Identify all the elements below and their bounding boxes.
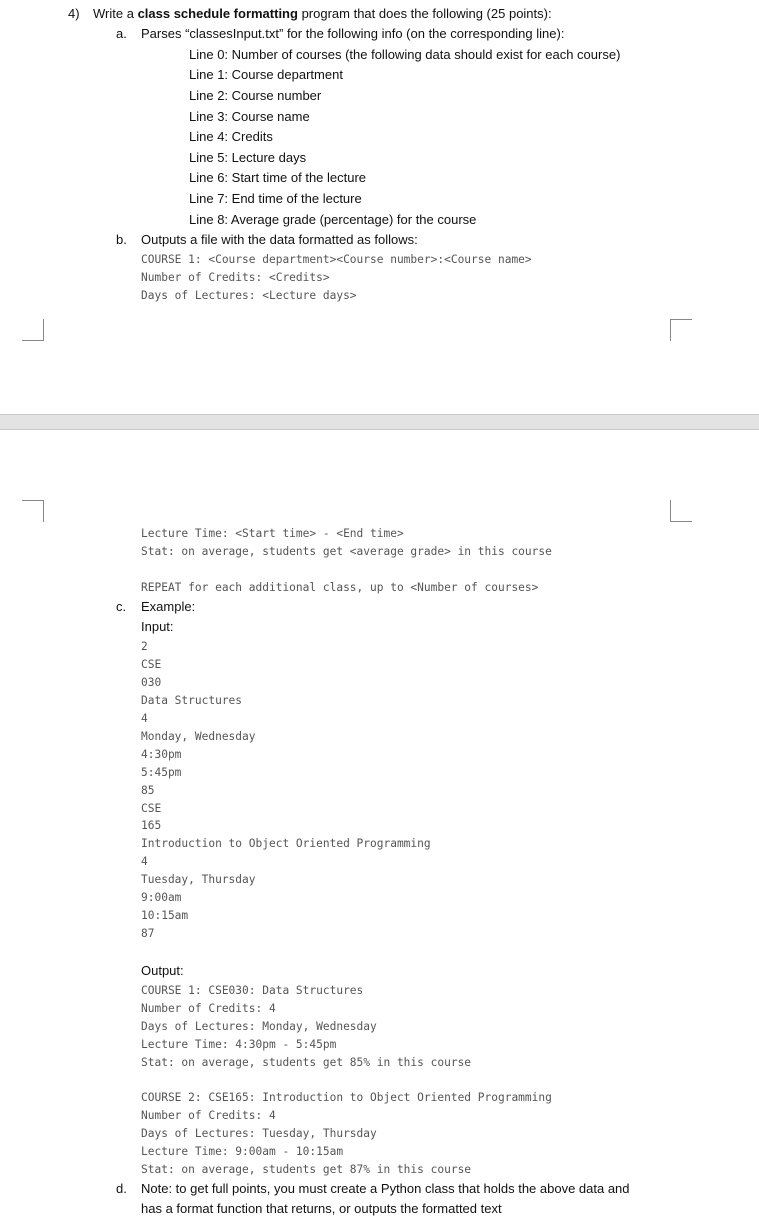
margin-corner-mark bbox=[22, 500, 44, 522]
output-label: Output: bbox=[141, 963, 184, 978]
input-line: 030 bbox=[141, 676, 162, 689]
page-break bbox=[0, 414, 759, 430]
output-line: Lecture Time: 4:30pm - 5:45pm bbox=[141, 1038, 337, 1051]
item-d-line-1: Note: to get full points, you must create a Python class that holds the above data and bbox=[141, 1181, 630, 1196]
format-line: Stat: on average, students get <average grade> in this course bbox=[141, 545, 552, 558]
input-line: 165 bbox=[141, 819, 162, 832]
input-line: Introduction to Object Oriented Programming bbox=[141, 837, 431, 850]
output-line: COURSE 1: CSE030: Data Structures bbox=[141, 984, 364, 997]
item-c-label: c. bbox=[116, 599, 127, 614]
input-line: 4:30pm bbox=[141, 748, 182, 761]
input-line: 4 bbox=[141, 712, 148, 725]
item-b-text: Outputs a file with the data formatted as follows: bbox=[141, 232, 418, 247]
input-line: 4 bbox=[141, 855, 148, 868]
item-c-text: Example: bbox=[141, 599, 196, 614]
input-line: 5:45pm bbox=[141, 766, 182, 779]
margin-corner-mark bbox=[670, 500, 692, 522]
input-line: Data Structures bbox=[141, 694, 243, 707]
spec-line: Line 6: Start time of the lecture bbox=[189, 170, 367, 185]
item-a-label: a. bbox=[116, 26, 127, 41]
output-line: COURSE 2: CSE165: Introduction to Object Oriented Programming bbox=[141, 1091, 552, 1104]
input-line: CSE bbox=[141, 802, 162, 815]
question-text-post: program that does the following (25 points): bbox=[297, 6, 552, 21]
question-text bbox=[93, 6, 552, 21]
input-line: Monday, Wednesday bbox=[141, 730, 256, 743]
margin-corner-mark bbox=[22, 319, 44, 341]
format-line: Lecture Time: <Start time> - <End time> bbox=[141, 527, 404, 540]
spec-line: Line 7: End time of the lecture bbox=[189, 191, 362, 206]
input-line: 87 bbox=[141, 927, 155, 940]
margin-corner-mark bbox=[670, 319, 692, 341]
question-number: 4) bbox=[68, 6, 80, 21]
input-line: 10:15am bbox=[141, 909, 189, 922]
item-b-label: b. bbox=[116, 232, 127, 247]
spec-line: Line 3: Course name bbox=[189, 109, 310, 124]
output-line: Stat: on average, students get 85% in this course bbox=[141, 1056, 472, 1069]
repeat-line: REPEAT for each additional class, up to <Number of courses> bbox=[141, 581, 539, 594]
format-line: Days of Lectures: <Lecture days> bbox=[141, 289, 357, 302]
item-d-line-2: has a format function that returns, or outputs the formatted text bbox=[141, 1201, 502, 1216]
item-d-label: d. bbox=[116, 1181, 127, 1196]
input-line: 85 bbox=[141, 784, 155, 797]
spec-line: Line 8: Average grade (percentage) for the course bbox=[189, 212, 477, 227]
format-line: COURSE 1: <Course department><Course number>:<Course name> bbox=[141, 253, 532, 266]
input-line: 2 bbox=[141, 640, 148, 653]
output-line: Days of Lectures: Tuesday, Thursday bbox=[141, 1127, 377, 1140]
format-line: Number of Credits: <Credits> bbox=[141, 271, 330, 284]
spec-line: Line 0: Number of courses (the following data should exist for each course) bbox=[189, 47, 621, 62]
output-line: Stat: on average, students get 87% in this course bbox=[141, 1163, 472, 1176]
spec-line: Line 4: Credits bbox=[189, 129, 273, 144]
input-line: 9:00am bbox=[141, 891, 182, 904]
input-line: CSE bbox=[141, 658, 162, 671]
input-label: Input: bbox=[141, 619, 174, 634]
spec-line: Line 1: Course department bbox=[189, 67, 343, 82]
output-line: Lecture Time: 9:00am - 10:15am bbox=[141, 1145, 344, 1158]
spec-line: Line 2: Course number bbox=[189, 88, 322, 103]
output-line: Number of Credits: 4 bbox=[141, 1002, 276, 1015]
item-a-text: Parses “classesInput.txt” for the following info (on the corresponding line): bbox=[141, 26, 565, 41]
output-line: Days of Lectures: Monday, Wednesday bbox=[141, 1020, 377, 1033]
output-line: Number of Credits: 4 bbox=[141, 1109, 276, 1122]
spec-line: Line 5: Lecture days bbox=[189, 150, 307, 165]
input-line: Tuesday, Thursday bbox=[141, 873, 256, 886]
question-text-bold: class schedule formatting bbox=[137, 6, 298, 21]
question-text-pre: Write a bbox=[93, 6, 138, 21]
